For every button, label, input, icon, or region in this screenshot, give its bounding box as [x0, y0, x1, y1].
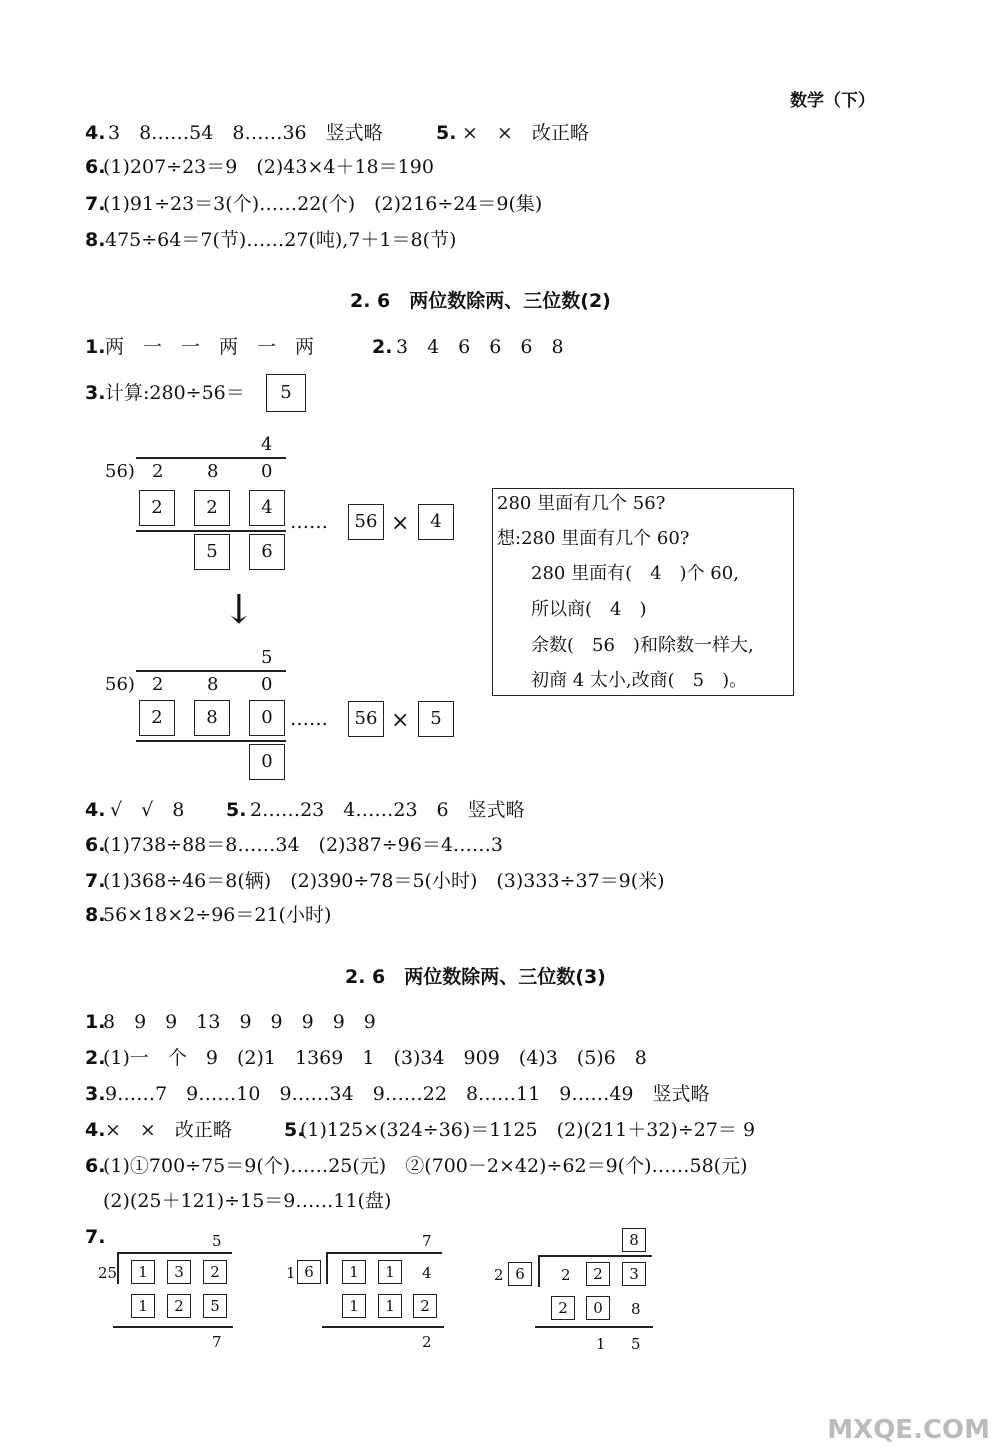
dividend-digit: 8 [207, 674, 219, 695]
divisor: 1 [286, 1264, 296, 1282]
division-bracket [538, 1255, 540, 1287]
product-digit: 2 [139, 700, 175, 736]
item-number: 2. [372, 336, 393, 358]
division-bracket [117, 1252, 119, 1284]
answer-line: × × 改正略 [462, 122, 589, 144]
digit-box: 2 [551, 1296, 575, 1320]
item-number: 8. [85, 904, 106, 926]
book-title: 数学（下） [790, 91, 875, 111]
times-sign: × [391, 511, 410, 536]
watermark: MXQE.COM [827, 1415, 990, 1445]
subtraction-line [535, 1326, 653, 1328]
divisor: 2 [494, 1266, 504, 1284]
answer-line: √ √ 8 [110, 799, 185, 821]
item-number: 1. [85, 1011, 106, 1033]
answer-line: (1)368÷46＝8(辆) (2)390÷78＝5(小时) (3)333÷37＝9(米) [103, 870, 665, 892]
multiply-box: 4 [418, 504, 454, 540]
product-digit: 8 [194, 700, 230, 736]
divisor: 56) [105, 674, 135, 695]
remainder-digit: 5 [631, 1335, 641, 1353]
divisor: 56) [105, 461, 135, 482]
answer-line: (1)①700÷75＝9(个)……25(元) ②(700－2×42)÷62＝9(个)……58(元) [103, 1155, 748, 1177]
item-number: 3. [85, 382, 106, 404]
digit-box: 1 [131, 1294, 155, 1318]
digit-box: 1 [342, 1260, 366, 1284]
item-number: 5. [436, 122, 457, 144]
answer-line: (1)125×(324÷36)＝1125 (2)(211＋32)÷27＝ 9 [300, 1119, 756, 1141]
item-number: 6. [85, 834, 106, 856]
hint-line: 280 里面有几个 56? [497, 493, 666, 514]
item-number: 6. [85, 1155, 106, 1177]
digit: 4 [422, 1264, 432, 1282]
remainder-digit: 0 [249, 744, 285, 780]
answer-line: (2)(25＋121)÷15＝9……11(盘) [103, 1190, 392, 1212]
division-bar [326, 1252, 442, 1254]
quotient-digit: 7 [422, 1232, 432, 1250]
answer-line: 3 4 6 6 6 8 [396, 336, 564, 358]
answer-line: 3 8……54 8……36 竖式略 [108, 122, 383, 144]
digit-box: 6 [508, 1262, 532, 1286]
remainder-digit: 7 [212, 1333, 222, 1351]
digit-box: 1 [131, 1260, 155, 1284]
answer-line: 56×18×2÷96＝21(小时) [103, 904, 332, 926]
hint-line: 280 里面有( 4 )个 60, [531, 563, 739, 584]
dividend-digit: 2 [152, 461, 164, 482]
divisor: 25 [98, 1264, 118, 1282]
dividend-digit: 0 [261, 674, 273, 695]
dividend-digit: 8 [207, 461, 219, 482]
item-number: 1. [85, 336, 106, 358]
product-digit: 4 [249, 490, 285, 526]
answer-line: 两 一 一 两 一 两 [105, 336, 315, 358]
remainder-digit: 1 [596, 1335, 606, 1353]
remainder-digit: 6 [249, 534, 285, 570]
hint-line: 所以商( 4 ) [531, 599, 647, 620]
digit-box: 2 [203, 1260, 227, 1284]
item-number: 7. [85, 193, 106, 215]
quotient-digit: 5 [212, 1232, 222, 1250]
subtraction-line [322, 1326, 444, 1328]
answer-line: 2……23 4……23 6 竖式略 [250, 799, 525, 821]
answer-line: 8 9 9 13 9 9 9 9 9 [103, 1011, 376, 1033]
remainder-digit: 5 [194, 534, 230, 570]
subtraction-line [136, 740, 286, 742]
item-number: 8. [85, 229, 106, 251]
subtraction-line [136, 530, 286, 532]
division-bar [136, 670, 286, 672]
product-digit: 0 [249, 700, 285, 736]
dividend-digit: 2 [152, 674, 164, 695]
answer-line: 计算:280÷56＝ [105, 382, 245, 404]
answer-line: 475÷64＝7(节)……27(吨),7＋1＝8(节) [105, 229, 457, 251]
hint-box [492, 488, 794, 696]
dots: …… [290, 708, 328, 730]
answer-line: (1)738÷88＝8……34 (2)387÷96＝4……3 [103, 834, 503, 856]
down-arrow-icon: ↓ [222, 587, 256, 633]
division-bar [117, 1252, 232, 1254]
item-number: 7. [85, 1226, 106, 1248]
product-digit: 2 [194, 490, 230, 526]
division-bracket [326, 1252, 328, 1284]
item-number: 7. [85, 870, 106, 892]
answer-line: (1)207÷23＝9 (2)43×4＋18＝190 [103, 156, 434, 178]
digit: 8 [631, 1300, 641, 1318]
digit-box: 1 [378, 1260, 402, 1284]
product-digit: 2 [139, 490, 175, 526]
times-sign: × [391, 708, 410, 733]
answer-line: × × 改正略 [105, 1119, 232, 1141]
quotient-digit: 4 [261, 434, 273, 455]
item-number: 4. [85, 799, 106, 821]
digit-box: 2 [586, 1262, 610, 1286]
item-number: 4. [85, 122, 106, 144]
digit-box: 1 [378, 1294, 402, 1318]
item-number: 5. [284, 1119, 305, 1141]
digit-box: 2 [413, 1294, 437, 1318]
dividend-digit: 0 [261, 461, 273, 482]
division-bar [136, 457, 286, 459]
division-bar [538, 1255, 652, 1257]
hint-line: 想:280 里面有几个 60? [497, 528, 690, 549]
multiply-box: 56 [348, 701, 384, 737]
digit-box: 6 [297, 1260, 321, 1284]
answer-line: (1)91÷23＝3(个)……22(个) (2)216÷24＝9(集) [103, 193, 543, 215]
digit-box: 3 [622, 1262, 646, 1286]
quotient-digit: 5 [261, 647, 273, 668]
digit-box: 1 [342, 1294, 366, 1318]
remainder-digit: 2 [422, 1333, 432, 1351]
digit: 2 [561, 1266, 571, 1284]
section-title: 2. 6 两位数除两、三位数(3) [345, 966, 606, 988]
item-number: 5. [226, 799, 247, 821]
item-number: 6. [85, 156, 106, 178]
answer-box: 5 [266, 374, 306, 412]
hint-line: 余数( 56 )和除数一样大, [531, 635, 754, 656]
multiply-box: 56 [348, 504, 384, 540]
digit-box: 5 [203, 1294, 227, 1318]
multiply-box: 5 [418, 701, 454, 737]
subtraction-line [113, 1326, 233, 1328]
item-number: 2. [85, 1047, 106, 1069]
answer-line: 9……7 9……10 9……34 9……22 8……11 9……49 竖式略 [105, 1083, 710, 1105]
item-number: 3. [85, 1083, 106, 1105]
hint-line: 初商 4 太小,改商( 5 )。 [531, 670, 748, 691]
section-title: 2. 6 两位数除两、三位数(2) [350, 290, 611, 312]
answer-line: (1)一 个 9 (2)1 1369 1 (3)34 909 (4)3 (5)6 8 [103, 1047, 647, 1069]
digit-box: 8 [622, 1228, 646, 1252]
dots: …… [290, 511, 328, 533]
item-number: 4. [85, 1119, 106, 1141]
digit-box: 0 [586, 1296, 610, 1320]
digit-box: 3 [167, 1260, 191, 1284]
digit-box: 2 [167, 1294, 191, 1318]
